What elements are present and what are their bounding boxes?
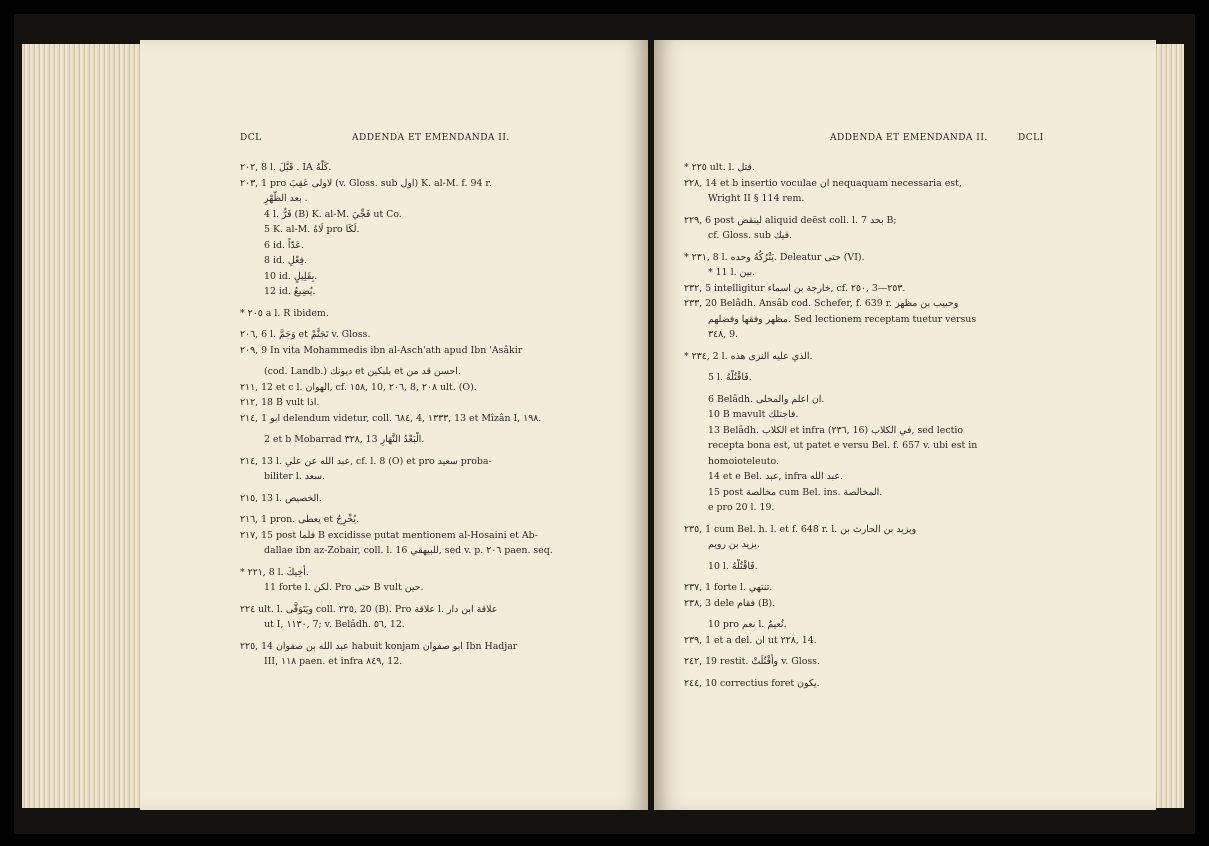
- text-line: 10 id. بِقَلِيلٍ.: [264, 270, 318, 282]
- text-line: ٢٣٩, 1 et a del. ان ut ٢٢٨, 14.: [684, 634, 817, 646]
- text-line: ٢١١, 12 et c l. الهوان, cf. ١٥٨, 10, ٢٠٦, 8, ٢٠٨ ult. (O).: [240, 381, 477, 393]
- text-line: ٢٣٥, 1 cum Bel. h. l. et f. 648 r. l. ويزيد بن الحارث بن: [684, 523, 917, 535]
- text-line: * ٢٠٥ a l. R ibidem.: [240, 307, 329, 319]
- text-line: 14 et e Bel. عبد, infra عبد الله.: [708, 471, 843, 482]
- text-line: ٢٣٧, 1 forte l. تنتهي.: [684, 582, 773, 593]
- text-line: ٢١٤, 13 l. عبد الله عن علي, cf. l. 8 (O) et pro سعيد proba-: [240, 455, 492, 467]
- text-line: 8 id. فِعْلِ.: [264, 255, 307, 266]
- text-line: ٢٠٣, 1 pro لاولى عَقِبَ (v. Gloss. sub اول) K. al-M. f. 94 r.: [240, 177, 492, 189]
- text-line: ٢٤٢, 19 restit. وأُقْتُلَتْ v. Gloss.: [684, 656, 820, 667]
- text-line: ٢١٧, 15 post فلما B excidisse putat mentionem al-Hosaini et Ab-: [240, 529, 538, 541]
- text-line: 12 id. يُضِيعُ.: [264, 286, 316, 297]
- text-line: 5 K. al-M. لَاهُ pro لَكَا.: [264, 224, 360, 235]
- right-page-edges: [1154, 44, 1184, 808]
- text-line: ٢٢٤ ult. l. ويَتَوَقَّى coll. ٢٢٥, 20 (B). Pro علاقة l. علاقة ابن دار: [240, 603, 498, 615]
- text-line: ٢١٢, 18 B vult اذا.: [240, 397, 320, 408]
- text-line: يزيد بن رويم.: [708, 539, 760, 550]
- text-line: * 11 l. بين.: [708, 267, 756, 278]
- text-line: ٢٣٨, 3 dele فقام (B).: [684, 597, 776, 609]
- text-line: ٣٤٨, 9.: [708, 329, 739, 340]
- text-line: ٢٠٦, 6 l. وَجَمَّ et تَجَنَّمْ v. Gloss.: [240, 329, 371, 340]
- text-line: Wright II § 114 rem.: [708, 193, 805, 204]
- left-running-title: ADDENDA ET EMENDANDA II.: [352, 133, 510, 143]
- left-page: [140, 40, 648, 810]
- text-line: 6 id. عَدّاً.: [264, 239, 305, 251]
- text-line: 10 pro نعم l. نُعيمُ.: [708, 619, 787, 630]
- text-line: 6 Belâdh. ان اعلم والمحلى.: [708, 393, 825, 405]
- text-line: homoioteleuto.: [708, 455, 779, 467]
- text-line: (cod. Landb.) ديونك et بلبكين et احسن قد من.: [264, 366, 461, 377]
- left-folio: DCL: [240, 133, 262, 143]
- right-folio: DCLI: [1018, 133, 1044, 143]
- text-line: ٢٢٩, 6 post لينقض aliquid deëst coll. l. 7 بحد B;: [684, 214, 897, 226]
- text-line: biliter l. سعد.: [264, 471, 326, 482]
- text-line: ut I, ١١٣٠, 7; v. Belâdh. ٥٦, 12.: [264, 619, 405, 630]
- text-line: 4 l. فَرُّ (B) K. al-M. فَجِّيَ ut Co.: [264, 208, 402, 220]
- text-line: e pro 20 l. 19.: [708, 502, 775, 513]
- text-line: مظهر وفقها وفضلهم. Sed lectionem receptam tuetur versus: [708, 313, 977, 325]
- text-line: ٢٣٣, 20 Belâdh. Ansâb cod. Schefer, f. 639 r. وحبيب بن مظهر: [684, 298, 959, 309]
- text-line: ٢٣٢, 5 intelligitur خارجة بن اسماء, cf. ٢٥٠, 3—٢٥٣.: [684, 282, 906, 294]
- text-line: ٢١٤, 1 ابو delendum videtur, coll. ٦٨٤, 4, ١٣٣٣, 13 et Mîzân I, ١٩٨.: [240, 412, 542, 424]
- text-line: ٢١٥, 13 l. الخصيص.: [240, 492, 322, 504]
- left-page-edges: [22, 44, 144, 808]
- text-line: ٢٠٩, 9 In vita Mohammedis ibn al-Asch'ath apud Ibn 'Asâkir: [240, 344, 523, 356]
- left-text-block: [240, 160, 620, 670]
- text-line: III, ١١٨ paen. et infra ٨٤٩, 12.: [264, 656, 403, 667]
- text-line: 11 forte l. لكن. Pro حتى B vult حين.: [264, 582, 424, 593]
- text-line: 10 B mavult فاجتلك.: [708, 409, 799, 420]
- text-line: ٢٤٤, 10 correctius foret يكون.: [684, 677, 820, 689]
- text-line: * ٢٣١, 8 l. يَتْرُكُهُ وحده. Deleatur حتى (VI).: [684, 251, 865, 263]
- text-line: ٢٢٨, 14 et b insertio voculae ان nequaquam necessaria est,: [684, 177, 962, 189]
- text-line: 13 Belâdh. الكلاب et infra (٢٣٦, 16) في الكلاب, sed lectio: [708, 424, 963, 436]
- text-line: * ٢٣٤, 2 l. الذي عليه النزى هذه.: [684, 350, 813, 362]
- text-line: 10 l. فَاقْتُلْهُ.: [708, 560, 758, 572]
- text-line: 15 post مخالصة cum Bel. ins. المخالصة.: [708, 486, 883, 498]
- right-text-block: [684, 160, 1064, 691]
- text-line: ٢٢٥, 14 عبد الله بن صفوان habuit konjam ابو صفوان Ibn Hadjar: [240, 640, 518, 652]
- text-line: * ٢٢٥ ult. l. قتل.: [684, 162, 755, 173]
- text-line: 5 l. فَاقْتُلْهُ.: [708, 372, 752, 383]
- text-line: * ٢٢١, 8 l. أَخِيكَ.: [240, 566, 309, 578]
- text-line: ٢٠٢, 8 l. قَبَّلَ . IA كَلَّهُ.: [240, 162, 332, 173]
- text-line: 2 et b Mobarrad ٣٢٨, 13 الْبَعْدُ النَّهَارِ.: [264, 434, 425, 445]
- text-line: dallae ibn az-Zobair, coll. l. 16 للبيهقي, sed v. p. ٢٠٦ paen. seq.: [264, 545, 553, 556]
- text-line: بعد الظُّهْرِ .: [264, 193, 308, 204]
- text-line: ٢١٦, 1 pron. يعطى et يُخْرِجُ.: [240, 514, 359, 525]
- open-book: [14, 14, 1195, 834]
- text-line: recepta bona est, ut patet e versu Bel. f. 657 v. ubi est in: [708, 440, 978, 451]
- right-page: [654, 40, 1156, 810]
- right-running-title: ADDENDA ET EMENDANDA II.: [830, 133, 988, 143]
- text-line: cf. Gloss. sub فيك.: [708, 230, 793, 241]
